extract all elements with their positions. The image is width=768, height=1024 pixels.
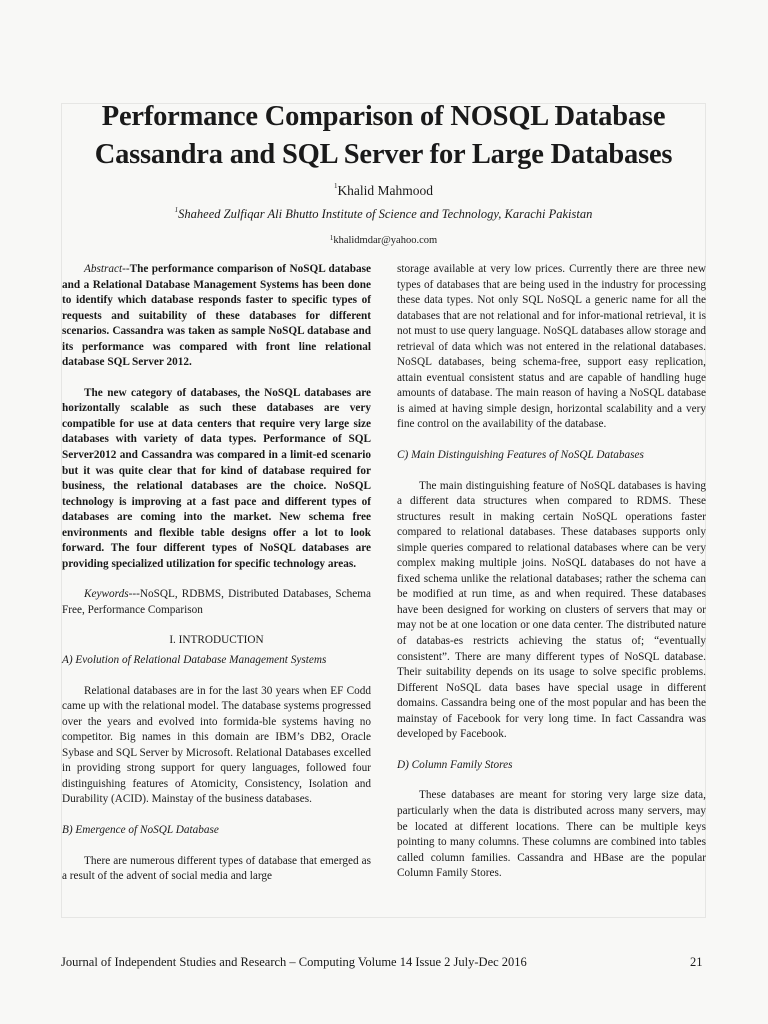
subsection-a-text: Relational databases are in for the last 30 years when EF Codd came up with the relational model. The database systems progressed over the years and evolved into formida-ble systems having no competitor. Big names in this domain are IBM’s DB2, Oracle Sybase and SQL Server by Microsoft. Relational Databases excelled in providing strong support for query languages, followed four distinguishing features of Atomicity, Consistency, Isolation and Durability (ACID). Mainstay of the business databases.	[62, 684, 371, 806]
subsection-heading-b: B) Emergence of NoSQL Database	[62, 823, 219, 836]
abstract-paragraph-2: The new category of databases, the NoSQL databases are horizontally scalable as such these databases are very compatible for use at data centers that require very large size databases with variety of data types. Performance of SQL Server2012 and Cassandra was compared in a limit-ed scenario but it was quite clear that for kind of database required for business, the relational databases are the choice. NoSQL technology is improving at a fast pace and different types of databases are coming into the market. New schema free environments and flexible table designs offer a lot to look forward. The four different types of NoSQL databases are providing specialized utilization for specific technology areas.	[62, 386, 371, 570]
affiliation	[61, 207, 706, 222]
affiliation-sup: 1	[174, 206, 179, 214]
right-column	[397, 262, 706, 882]
abstract-label: Abstract	[84, 263, 123, 275]
footer-journal: Journal of Independent Studies and Research – Computing Volume 14 Issue 2 July-Dec 2016	[61, 955, 527, 969]
affiliation-text: Shaheed Zulfiqar Ali Bhutto Institute of Science and Technology, Karachi Pakistan	[178, 207, 593, 221]
keywords	[62, 587, 371, 618]
subsection-heading-d: D) Column Family Stores	[397, 758, 513, 771]
page-number: 21	[690, 955, 703, 969]
author-name: Khalid Mahmood	[337, 183, 434, 198]
author-sup: 1	[333, 182, 338, 190]
abstract-text: The performance comparison of NoSQL database and a Relational Database Management Systems has been done to identify which database responds faster to specific types of requests and suitability of these databases for different scenarios. Cassandra was taken as sample NoSQL database and its performance was compared with front line relational database SQL Server 2012.	[62, 263, 371, 369]
left-column	[62, 262, 371, 885]
email-text: khalidmdar@yahoo.com	[333, 235, 438, 246]
subsection-heading-a: A) Evolution of Relational Database Management Systems	[62, 654, 327, 667]
keywords-label: Keywords	[84, 588, 129, 601]
paper-title: Performance Comparison of NOSQL Database Cassandra and SQL Server for Large Databases	[94, 101, 673, 170]
subsection-c-text: The main distinguishing feature of NoSQL databases is having a different data structures when compared to RDMS. These structures result in making certain NoSQL operations faster compared to relational databases. These databases supports only simple queries compared to relational databases where can be very complex making multiple joins. NoSQL databases do not have a fixed schema unlike the relational databases; rather the schema can be modified at run time, as and when required. These databases have been designed for working on clusters of servers that may or may not be at one location or one data center. The distributed nature of databas-es restricts achieving the status of; “eventually consistent”. There are many different types of NoSQL database. Their suitability depends on its usage to solve specific problems. Different NoSQL data bases have special usage in different domains. Cassandra being one of the most popular and has been the mainstay of Facebook for very long time. In fact Cassandra was developed by Facebook.	[397, 479, 706, 741]
author	[61, 183, 706, 199]
section-heading-introduction: I. INTRODUCTION	[169, 634, 264, 647]
subsection-d-text: These databases are meant for storing very large size data, particularly when the data is distributed across many servers, may be located at different locations. There can be multiple keys pointing to many columns. These columns are combined into tables called column families. Cassandra and HBase are the popular Column Family Stores.	[397, 789, 706, 880]
abstract-dashes: --	[122, 263, 130, 275]
continued-paragraph: storage available at very low prices. Currently there are three new types of databases that are being used in the industry for processing these data types. Not only SQL NoSQL a generic name for all the databases that are not relational and for infor-mational retrieval, it is not must to use query language. NoSQL databases allow storage and retrieval of data which was not entered in the relational databases. NoSQL databases, being schema-free, support easy replication, attain eventual consistent status and are capable of handling huge amounts of database. The main reason of having a NoSQL database is aimed at having simple design, horizontal scalability and a very fine control on the availability of the database.	[397, 263, 706, 431]
subsection-b-text: There are numerous different types of database that emerged as a result of the advent of social media and large	[62, 854, 371, 883]
keywords-dashes: ---	[128, 588, 140, 601]
author-email	[61, 235, 706, 246]
email-sup: 1	[329, 234, 334, 242]
subsection-heading-c: C) Main Distinguishing Features of NoSQL Databases	[397, 449, 644, 462]
keywords-text: NoSQL, RDBMS, Distributed Databases, Schema Free, Performance Comparison	[62, 588, 371, 616]
abstract-paragraph	[62, 262, 371, 371]
